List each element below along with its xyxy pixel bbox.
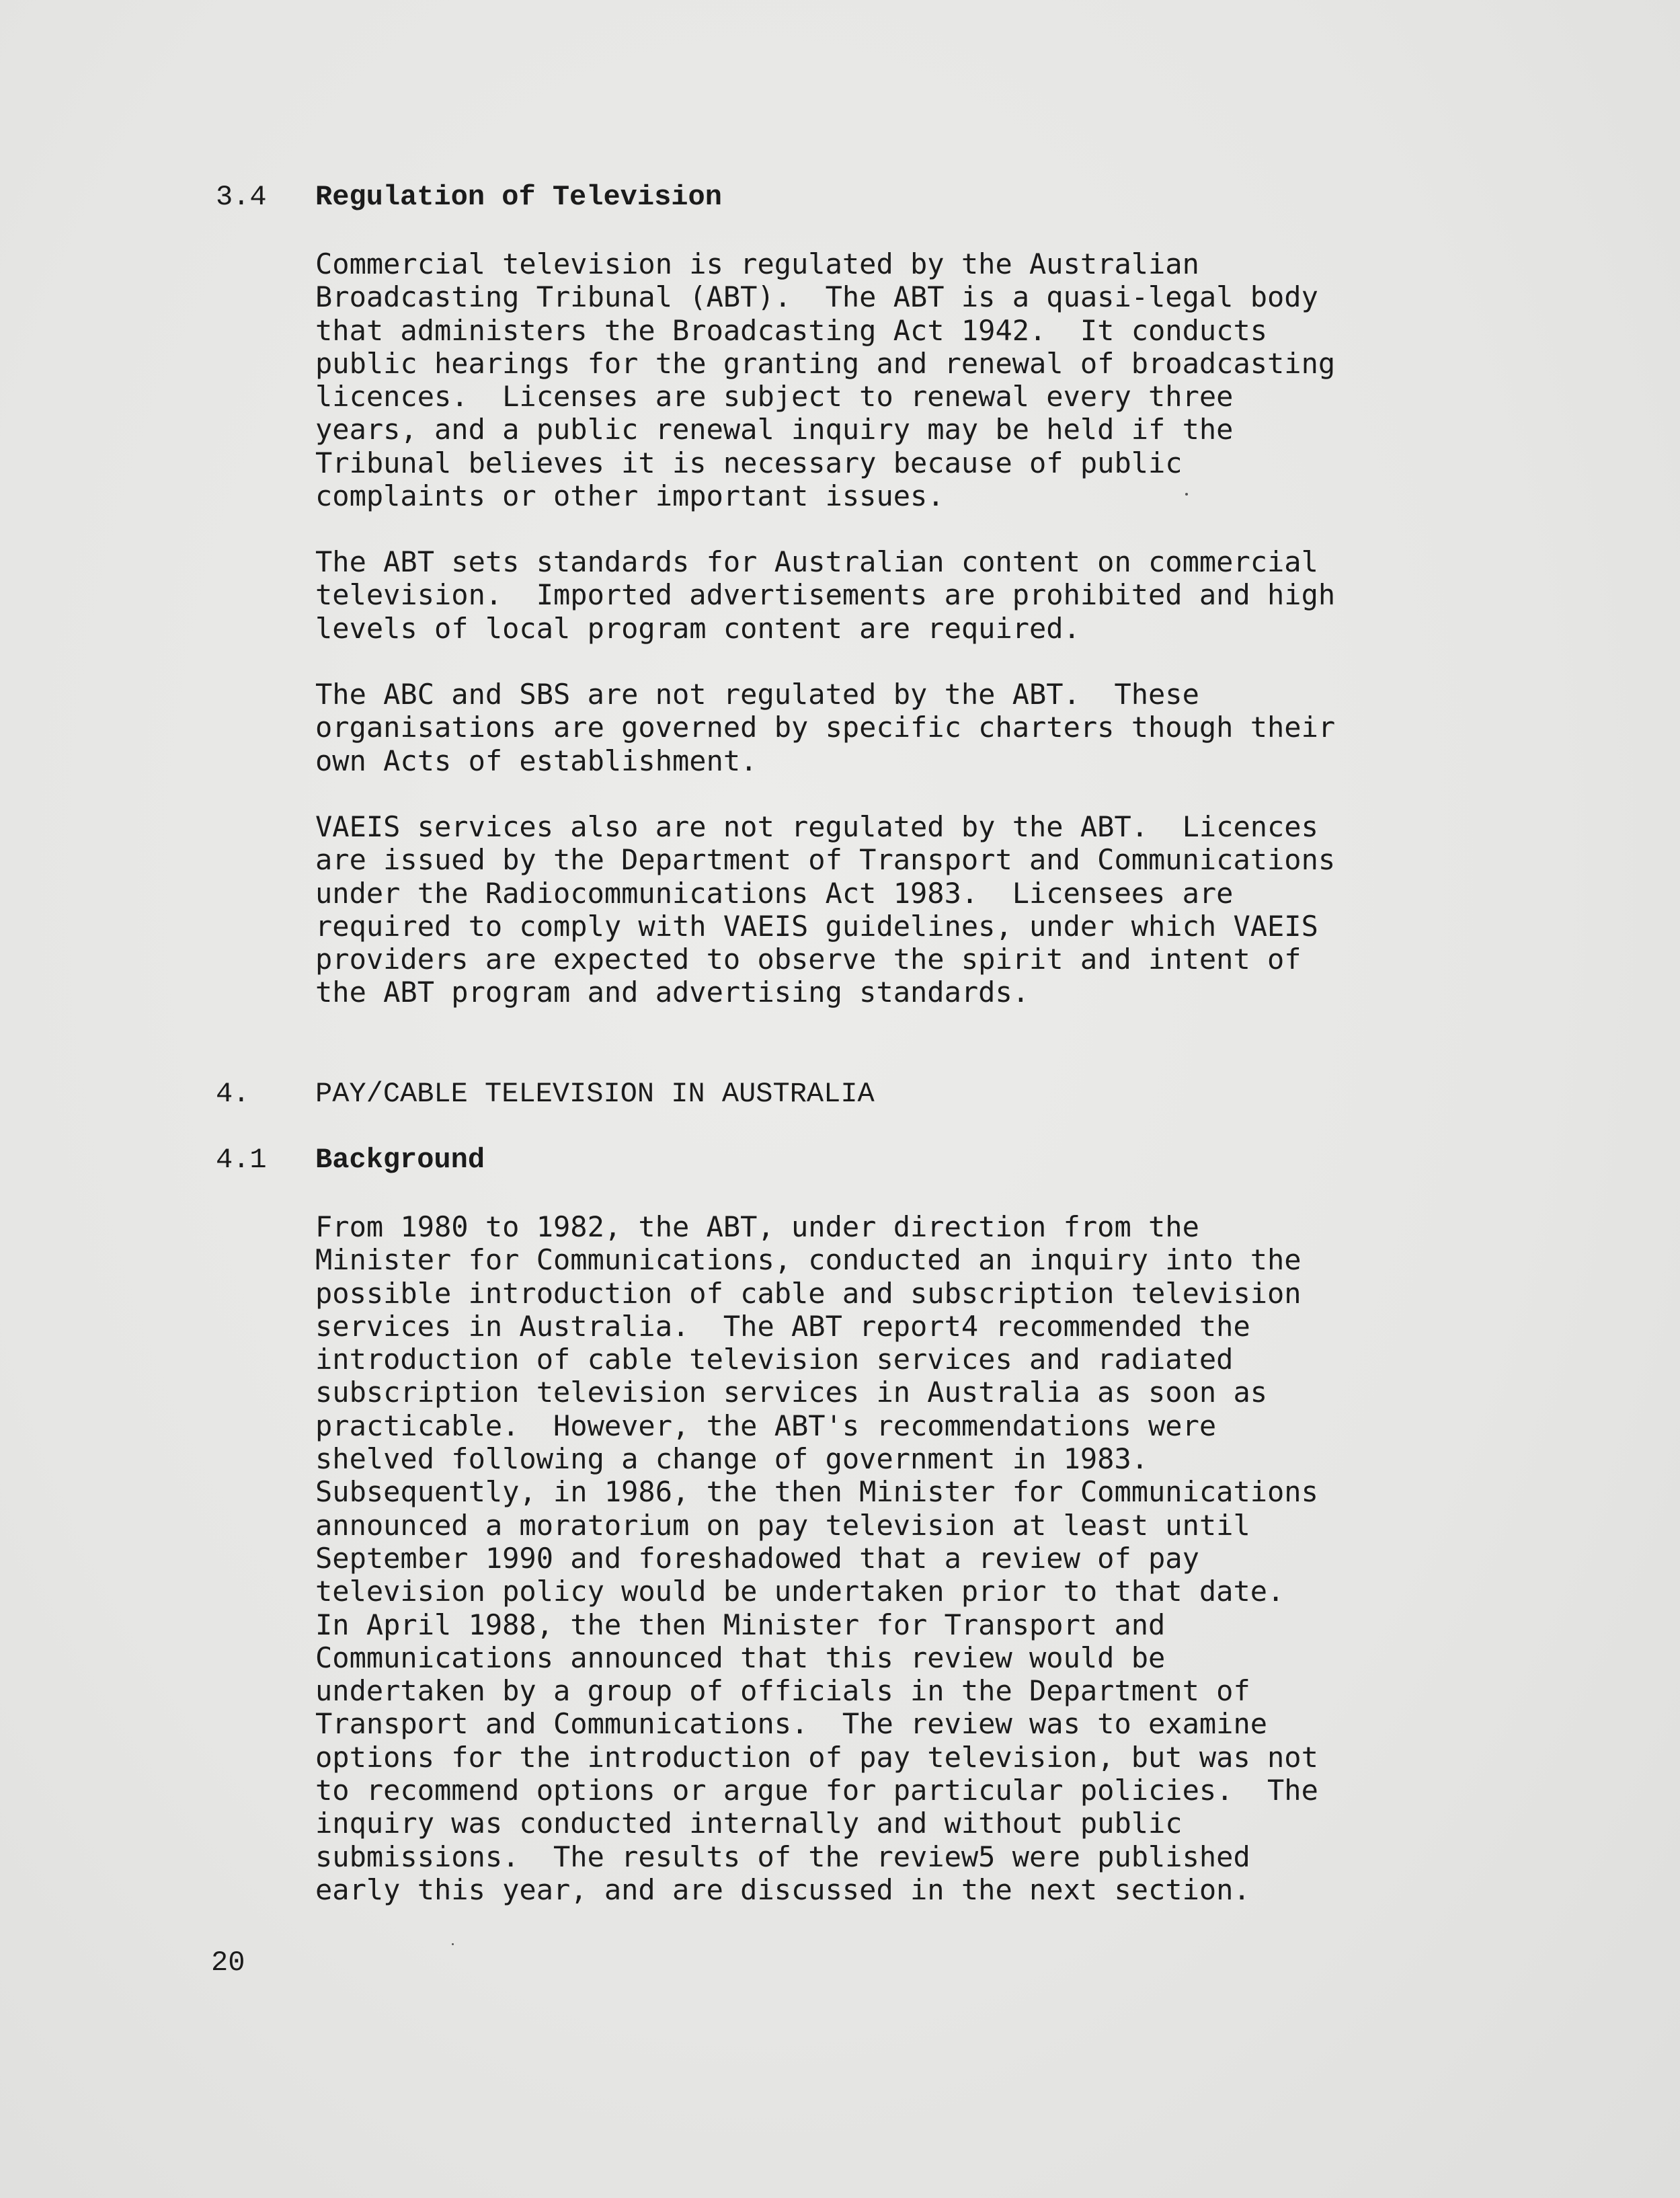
section-title: PAY/CABLE TELEVISION IN AUSTRALIA bbox=[315, 1078, 875, 1110]
paragraph-background: From 1980 to 1982, the ABT, under direction from the Minister for Communications, conducted an inquiry into the possible introduction of cable and subscription television services in Australia. The ABT report4 recommended the introduction of cable television services and radiated subscription television services in Australia as soon as practicable. However, the ABT's recommendations were shelved following a change of government in 1983. Subsequently, in 1986, the then Minister for Communications announced a moratorium on pay television at least until September 1990 and foreshadowed that a review of pay television policy would be undertaken prior to that date. In April 1988, the then Minister for Transport and Communications announced that this review would be undertaken by a group of officials in the Department of Transport and Communications. The review was to examine options for the introduction of pay television, but was not to recommend options or argue for particular policies. The inquiry was conducted internally and without public submissions. The results of the review5 were published early this year, and are discussed in the next section. bbox=[315, 1210, 1318, 1906]
paragraph-abt-standards: The ABT sets standards for Australian content on commercial television. Imported advertisements are prohibited and high levels of local program content are required. bbox=[315, 545, 1336, 645]
section-number: 3.4 bbox=[216, 181, 267, 213]
section-number: 4.1 bbox=[216, 1144, 267, 1176]
paragraph-commercial-television: Commercial television is regulated by the Australian Broadcasting Tribunal (ABT). The ABT is a quasi-legal body that administers the Broadcasting Act 1942. It conducts public hearings for the granting and renewal of broadcasting licences. Licenses are subject to renewal every three years, and a public renewal inquiry may be held if the Tribunal believes it is necessary because of public complaints or other important issues. bbox=[315, 247, 1336, 513]
scan-mark bbox=[452, 1943, 454, 1945]
section-4-heading bbox=[216, 1077, 1157, 1111]
paragraph-vaeis-services: VAEIS services also are not regulated by the ABT. Licences are issued by the Department of Transport and Communications under the Radiocommunications Act 1983. Licensees are required to comply with VAEIS guidelines, under which VAEIS providers are expected to observe the spirit and intent of the ABT program and advertising standards. bbox=[315, 810, 1336, 1009]
section-number: 4. bbox=[216, 1078, 250, 1110]
section-title: Background bbox=[315, 1144, 485, 1176]
page-number: 20 bbox=[211, 1947, 245, 1979]
scan-mark bbox=[1185, 493, 1188, 496]
paragraph-abc-sbs: The ABC and SBS are not regulated by the ABT. These organisations are governed by specific charters though their own Acts of establishment. bbox=[315, 678, 1336, 777]
section-4-1-heading bbox=[216, 1143, 1157, 1177]
section-title: Regulation of Television bbox=[315, 181, 722, 213]
section-3-4-heading bbox=[216, 180, 1157, 214]
